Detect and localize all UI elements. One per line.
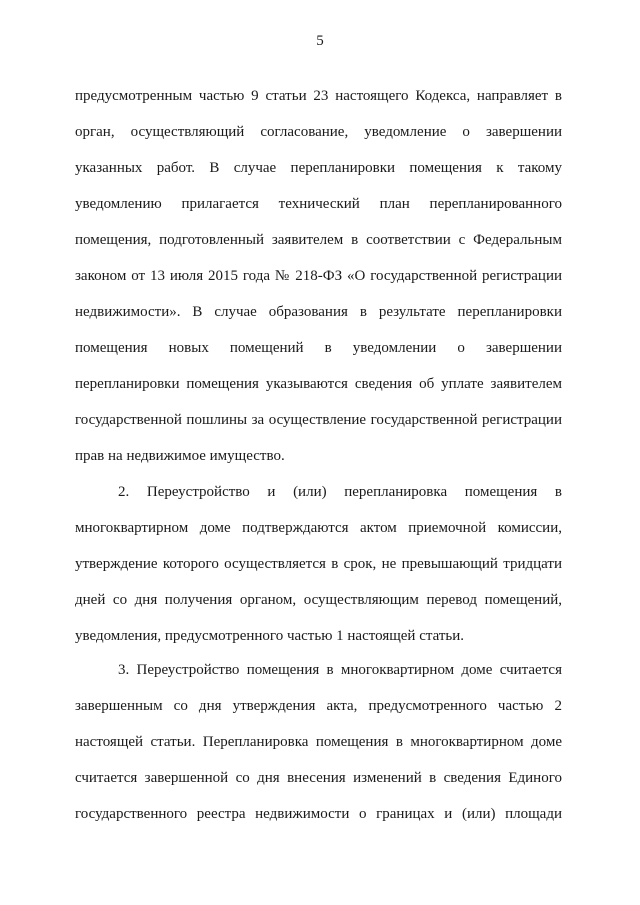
page-number: 5 [316,33,324,49]
document-body-section-3 [75,652,562,832]
paragraph-continued: предусмотренным частью 9 статьи 23 настоящего Кодекса, направляет в орган, осуществляющий согласование, уведомление о завершении указанных работ. В случае перепланировки помещения к такому уведомлению прилагается технический план перепланированного помещения, подготовленный заявителем в соответствии с Федеральным законом от 13 июля 2015 года № 218-ФЗ «О государственной регистрации недвижимости». В случае образования в результате перепланировки помещения новых помещений в уведомлении о завершении перепланировки помещения указываются сведения об уплате заявителем государственной пошлины за осуществление государственной регистрации прав на недвижимое имущество. [75,88,562,464]
paragraph-2: 2. Переустройство и (или) перепланировка помещения в многоквартирном доме подтверждаются актом приемочной комиссии, утверждение которого осуществляется в срок, не превышающий тридцати дней со дня получения органом, осуществляющим перевод помещений, уведомления, предусмотренного частью 1 настоящей статьи. [75,484,562,644]
document-body-section-1 [75,78,562,474]
paragraph-3: 3. Переустройство помещения в многоквартирном доме считается завершенным со дня утверждения акта, предусмотренного частью 2 настоящей статьи. Перепланировка помещения в многоквартирном доме считается завершенной со дня внесения изменений в сведения Единого государственного реестра недвижимости о границах и (или) площади [75,662,562,822]
document-body-section-2 [75,474,562,654]
